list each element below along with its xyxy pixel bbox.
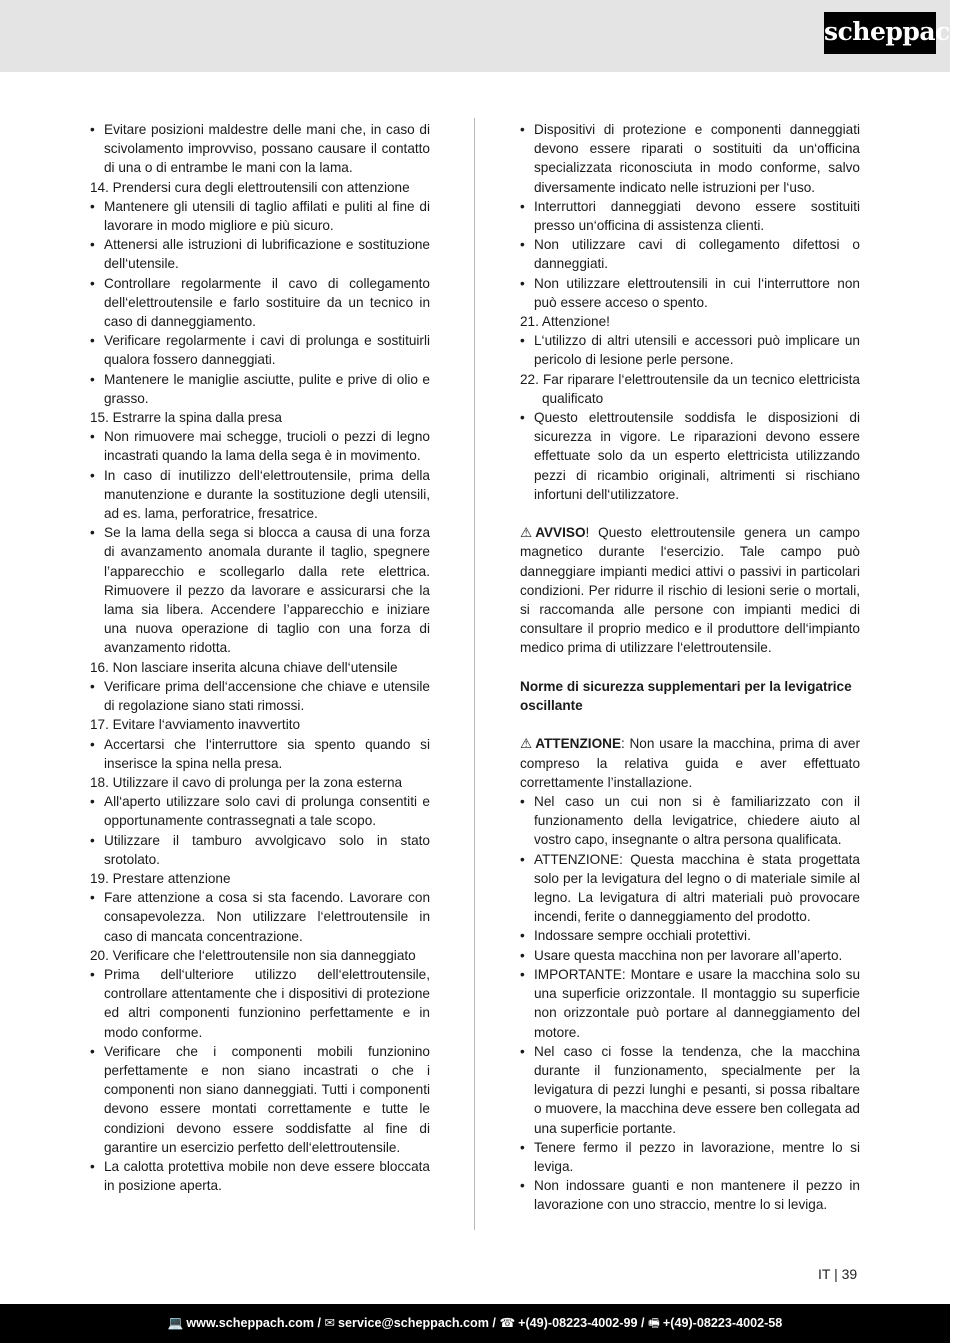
paragraph-spacer bbox=[520, 504, 860, 523]
bullet-item: • Utilizzare il tamburo avvolgicavo solo in stato srotolato. bbox=[90, 831, 430, 869]
numbered-heading: 17. Evitare l‘avviamento inavvertito bbox=[90, 717, 301, 733]
warning-label: AVVISO bbox=[535, 525, 586, 541]
bullet-item: • In caso di inutilizzo dell‘elettroutensile, prima della manutenzione e durante la sostituzione degli utensili, ad es. lama, perforatrice, fresatrice. bbox=[90, 466, 430, 524]
bullet-item: • IMPORTANTE: Montare e usare la macchina solo su una superficie orizzontale. Il montaggio su superficie non orizzontale può portare al danneggiamento del motore. bbox=[520, 965, 860, 1042]
footer-email-link[interactable]: service@scheppach.com bbox=[338, 1316, 489, 1330]
footer-phone: +(49)-08223-4002-99 bbox=[518, 1316, 638, 1330]
warning-paragraph bbox=[520, 523, 860, 657]
bullet-item: • Non utilizzare cavi di collegamento difettosi o danneggiati. bbox=[520, 235, 860, 273]
bullet-item: • Prima dell‘ulteriore utilizzo dell‘elettroutensile, controllare attentamente che i dispositivi di protezione ed altri componenti funzionino perfettamente e in modo conforme. bbox=[90, 965, 430, 1042]
bullet-item: • All‘aperto utilizzare solo cavi di prolunga consentiti e opportunamente contrassegnati a tale scopo. bbox=[90, 792, 430, 830]
bullet-item: • Nel caso ci fosse la tendenza, che la macchina durante il funzionamento, specialmente per la levigatura di pezzi lunghi e pesanti, si possa ribaltare o muovere, la macchina deve essere ben collegata ad una superficie portante. bbox=[520, 1042, 860, 1138]
fax-icon: 🖷 bbox=[648, 1316, 660, 1330]
bullet-item: • Evitare posizioni maldestre delle mani che, in caso di scivolamento improvviso, possano causare il contatto di una o di entrambe le mani con la lama. bbox=[90, 120, 430, 178]
bullet-item: • Usare questa macchina non per lavorare all’aperto. bbox=[520, 946, 860, 965]
bullet-item: • Mantenere le maniglie asciutte, pulite e prive di olio e grasso. bbox=[90, 370, 430, 408]
numbered-heading: 21. Attenzione! bbox=[520, 314, 610, 330]
warning-separator: ! bbox=[585, 525, 590, 541]
bullet-item: • Non utilizzare elettroutensili in cui l‘interruttore non può essere acceso o spento. bbox=[520, 274, 860, 312]
bullet-item: • Indossare sempre occhiali protettivi. bbox=[520, 926, 860, 945]
bullet-item: • Verificare regolarmente i cavi di prolunga e sostituirli qualora fossero danneggiati. bbox=[90, 331, 430, 369]
warning-triangle-icon: ⚠ bbox=[520, 736, 533, 752]
paragraph-spacer bbox=[520, 715, 860, 734]
bullet-item: • Questo elettroutensile soddisfa le disposizioni di sicurezza in vigore. Le riparazioni devono essere effettuate solo da un esperto elettricista utilizzando pezzi di ricambio originali, altrimenti si rischiano infortuni dell‘utilizzatore. bbox=[520, 408, 860, 504]
left-column bbox=[90, 120, 430, 1195]
page-number: IT | 39 bbox=[818, 1266, 858, 1282]
bullet-item: • La calotta protettiva mobile non deve essere bloccata in posizione aperta. bbox=[90, 1157, 430, 1195]
numbered-heading: 14. Prendersi cura degli elettroutensili con attenzione bbox=[90, 179, 410, 195]
warning-text: Non usare la macchina, prima di aver compreso la relativa guida e aver effettuato correttamente l’installazione. bbox=[520, 736, 860, 790]
page-header bbox=[0, 0, 967, 72]
right-column bbox=[520, 120, 860, 1215]
bullet-item: • Non indossare guanti e non mantenere il pezzo in lavorazione con uno straccio, mentre lo si leviga. bbox=[520, 1176, 860, 1214]
numbered-heading: 19. Prestare attenzione bbox=[90, 870, 231, 886]
bullet-item: • L‘utilizzo di altri utensili e accessori può implicare un pericolo di lesione perle persone. bbox=[520, 331, 860, 369]
paragraph-spacer bbox=[520, 658, 860, 677]
warning-label: ATTENZIONE bbox=[535, 736, 622, 752]
numbered-heading: 18. Utilizzare il cavo di prolunga per la zona esterna bbox=[90, 774, 403, 790]
bullet-item: • Interruttori danneggiati devono essere sostituiti presso un‘officina di assistenza clienti. bbox=[520, 197, 860, 235]
bullet-item: • ATTENZIONE: Questa macchina è stata progettata solo per la levigatura del legno o di materiale simile al legno. La levigatura di altri materiali può provocare incendi, ferite o danneggiamento del prodotto. bbox=[520, 850, 860, 927]
bullet-item: • Verificare prima dell‘accensione che chiave e utensile di regolazione siano stati rimossi. bbox=[90, 677, 430, 715]
page-footer bbox=[0, 1304, 950, 1343]
bullet-item: • Nel caso un cui non si è familiarizzato con il funzionamento della levigatrice, chiedere aiuto al vostro capo, insegnante o altra persona qualificata. bbox=[520, 792, 860, 850]
warning-paragraph bbox=[520, 734, 860, 792]
footer-separator: / bbox=[313, 1316, 325, 1330]
bullet-item: • Se la lama della sega si blocca a causa di una forza di avanzamento anomala durante il taglio, spegnere l’apparecchio e scollegarlo dalla rete elettrica. Rimuovere il pezzo da lavorare e assicurarsi che la lama sia libera. Accendere l’apparecchio e iniziare una nuova operazione di taglio con una forza di avanzamento ridotta. bbox=[90, 523, 430, 657]
bullet-item: • Attenersi alle istruzioni di lubrificazione e sostituzione dell‘utensile. bbox=[90, 235, 430, 273]
brand-logo: scheppach bbox=[824, 12, 936, 54]
section-heading: Norme di sicurezza supplementari per la levigatrice oscillante bbox=[520, 678, 852, 714]
numbered-heading: 22. Far riparare l‘elettroutensile da un tecnico elettricista qualificato bbox=[520, 371, 860, 406]
bullet-item: • Mantenere gli utensili di taglio affilati e puliti al fine di lavorare in modo migliore e più sicuro. bbox=[90, 197, 430, 235]
footer-fax: +(49)-08223-4002-58 bbox=[662, 1316, 783, 1330]
footer-separator: / bbox=[488, 1316, 500, 1330]
bullet-item: • Accertarsi che l‘interruttore sia spento quando si inserisce la spina nella presa. bbox=[90, 735, 430, 773]
bullet-item: • Tenere fermo il pezzo in lavorazione, mentre lo si leviga. bbox=[520, 1138, 860, 1176]
bullet-item: • Verificare che i componenti mobili funzionino perfettamente e non siano incastrati o che i componenti non siano danneggiati. Tutti i componenti devono essere montati correttamente e tutte le condizioni devono essere soddisfatte al fine di garantire un esercizio perfetto dell‘elettroutensile. bbox=[90, 1042, 430, 1157]
numbered-heading: 16. Non lasciare inserita alcuna chiave dell‘utensile bbox=[90, 659, 398, 675]
envelope-icon: ✉ bbox=[324, 1316, 336, 1330]
bullet-item: • Dispositivi di protezione e componenti danneggiati devono essere riparati o sostituiti da un‘officina specializzata riconosciuta in modo conforme, salvo diversamente indicato nelle istruzioni per l‘uso. bbox=[520, 120, 860, 197]
numbered-heading: 20. Verificare che l‘elettroutensile non sia danneggiato bbox=[90, 947, 416, 963]
bullet-item: • Controllare regolarmente il cavo di collegamento dell‘elettroutensile e farlo sostituire da un tecnico in caso di danneggiamento. bbox=[90, 274, 430, 332]
footer-web-link[interactable]: www.scheppach.com bbox=[186, 1316, 314, 1330]
telephone-icon: ☎ bbox=[499, 1316, 516, 1330]
bullet-item: • Non rimuovere mai schegge, trucioli o pezzi di legno incastrati quando la lama della sega è in movimento. bbox=[90, 427, 430, 465]
bullet-item: • Fare attenzione a cosa si sta facendo. Lavorare con consapevolezza. Non utilizzare l‘elettroutensile in caso di mancata concentrazione. bbox=[90, 888, 430, 946]
numbered-heading: 15. Estrarre la spina dalla presa bbox=[90, 410, 282, 426]
footer-separator: / bbox=[637, 1316, 649, 1330]
warning-text: Questo elettroutensile genera un campo magnetico durante l‘esercizio. Tale campo può danneggiare impianti medici attivi o passivi in particolari condizioni. Per ridurre il rischio di lesioni serie o mortali, si raccomanda alle persone con impianti medici di consultare il proprio medico e il produttore dell‘impianto medico prima di utilizzare l‘elettroutensile. bbox=[520, 525, 860, 656]
warning-separator: : bbox=[621, 736, 625, 752]
warning-triangle-icon: ⚠ bbox=[520, 525, 533, 541]
column-divider bbox=[474, 118, 475, 1230]
monitor-icon: 💻 bbox=[167, 1316, 184, 1330]
